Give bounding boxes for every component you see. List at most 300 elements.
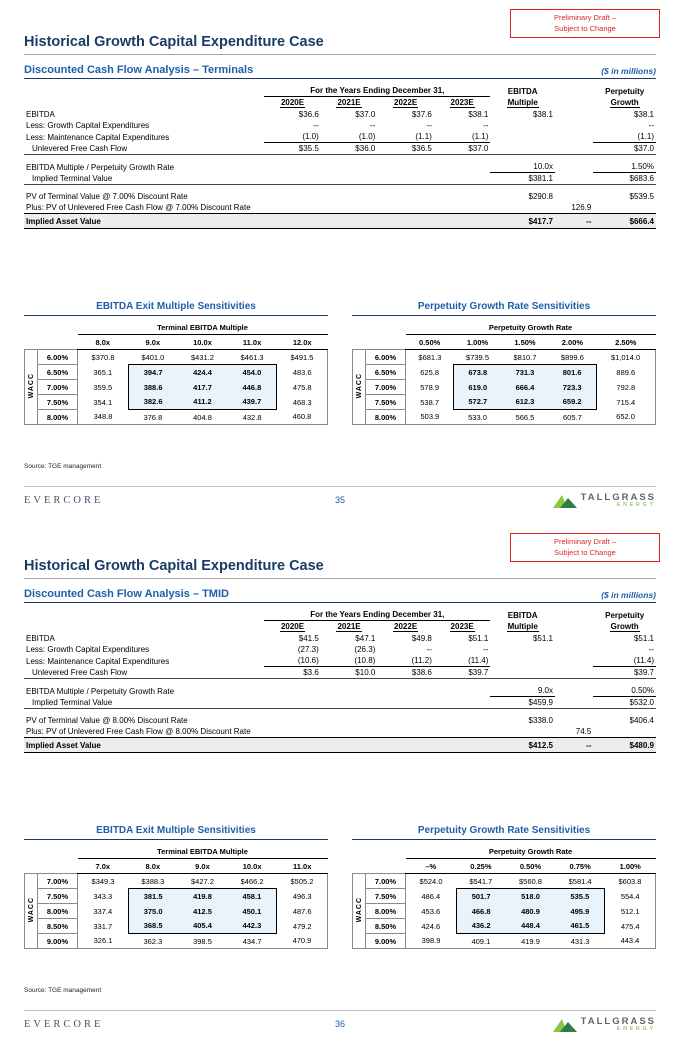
sens-cell: 723.3 [549, 380, 596, 395]
sens-block-exit-multiple [24, 825, 328, 949]
dcf-cell: (1.1) [593, 131, 656, 143]
dcf-cell [434, 214, 491, 229]
year-header: 2022E [394, 622, 418, 631]
dcf-cell: (26.3) [354, 645, 376, 654]
dcf-cell [321, 214, 378, 229]
sens-group-header: Terminal EBITDA Multiple [78, 320, 328, 335]
sens-cell: 398.9 [406, 934, 457, 949]
dcf-cell [377, 726, 434, 738]
dcf-cell [490, 120, 555, 131]
sens-cell: 394.7 [128, 365, 178, 380]
sens-cell: $524.0 [419, 876, 443, 886]
dcf-cell: $37.0 [434, 143, 491, 155]
dcf-cell [377, 173, 434, 185]
dcf-cell: 126.9 [571, 203, 592, 212]
sens-cell: 533.0 [454, 410, 501, 425]
dcf-cell [321, 709, 378, 727]
sens-row [353, 365, 656, 380]
sens-cell: 343.3 [93, 891, 113, 901]
draft-notice [510, 533, 660, 562]
sens-table-exit-multiple [24, 320, 328, 425]
draft-notice-line1: Preliminary Draft – [553, 13, 617, 22]
dcf-cell [490, 131, 555, 143]
dcf-cell: $51.1 [532, 634, 553, 643]
sens-cell: 424.4 [178, 365, 228, 380]
sens-cell: 652.0 [596, 410, 655, 425]
dcf-cell [555, 709, 593, 727]
sens-cell: 792.8 [596, 380, 655, 395]
dcf-row-label: Implied Asset Value [24, 738, 264, 753]
sens-cell: 461.5 [555, 919, 605, 934]
dcf-cell [264, 202, 321, 214]
section-header [24, 588, 656, 603]
wacc-axis-label: WACC [25, 350, 38, 425]
dcf-cell: $3.6 [264, 667, 321, 679]
sens-col-header: 8.0x [78, 335, 129, 350]
tallgrass-energy-sub: ENERGY [616, 1026, 656, 1032]
dcf-row-label: Less: Growth Capital Expenditures [26, 645, 150, 654]
dcf-row [24, 109, 656, 120]
dcf-cell [555, 131, 593, 143]
dcf-cell [434, 738, 491, 753]
sens-col-row [25, 859, 328, 874]
sens-cell: 405.4 [178, 919, 228, 934]
dcf-cell: (10.8) [321, 655, 378, 667]
dcf-cell: -- [555, 738, 593, 753]
dcf-cell [490, 202, 555, 214]
sens-cell: $581.4 [568, 876, 592, 886]
sens-cell: 475.8 [277, 380, 328, 395]
sens-cell: $461.3 [240, 352, 264, 362]
dcf-cell: 0.50% [593, 679, 656, 697]
sens-col-header: 0.25% [456, 859, 506, 874]
sens-cell: 475.4 [605, 919, 656, 934]
sens-row-header: 7.00% [366, 380, 406, 395]
dcf-cell [555, 155, 593, 173]
dcf-row-label: EBITDA [26, 110, 55, 119]
dcf-row [24, 667, 656, 679]
sens-row-header: 7.50% [38, 889, 78, 904]
dcf-cell [264, 155, 321, 173]
sens-cell: 417.7 [178, 380, 228, 395]
perpetuity-header-line1: Perpetuity [605, 610, 645, 620]
sens-cell: $603.8 [605, 874, 656, 889]
dcf-cell [321, 726, 378, 738]
dcf-row-label: Implied Terminal Value [24, 173, 264, 185]
dcf-row-label: Unlevered Free Cash Flow [24, 667, 264, 679]
sens-cell: 326.1 [78, 934, 129, 949]
sens-row [25, 410, 328, 425]
sens-cell: $899.6 [560, 352, 584, 362]
sens-cell: 388.6 [128, 380, 178, 395]
sens-row [25, 874, 328, 889]
sens-cell: 554.4 [605, 889, 656, 904]
page-footer [24, 486, 656, 509]
sens-row-header: 6.00% [366, 350, 406, 365]
dcf-cell [264, 173, 321, 185]
dcf-cell: (1.1) [434, 131, 491, 143]
dcf-cell: $49.8 [411, 634, 432, 643]
multiple-header-line2: Multiple [507, 622, 538, 631]
sens-group-row [353, 320, 656, 335]
sens-cell: $681.3 [418, 352, 442, 362]
dcf-cell: $51.1 [468, 634, 489, 643]
sens-cell: $466.2 [240, 876, 264, 886]
tallgrass-logo [552, 493, 656, 509]
dcf-cell: -- [648, 645, 654, 654]
sens-block-perp-growth [352, 825, 656, 949]
sensitivities-section [24, 825, 656, 949]
units-note: ($ in millions) [601, 590, 656, 600]
sens-cell: 518.0 [506, 889, 556, 904]
sens-cell: 538.7 [420, 397, 440, 407]
sens-cell: 659.2 [549, 395, 596, 410]
dcf-row [24, 679, 656, 697]
sens-row-header: 8.50% [366, 919, 406, 934]
sens-cell: 337.4 [93, 906, 113, 916]
dcf-cell: 74.5 [575, 727, 592, 736]
sens-cell: 434.7 [227, 934, 277, 949]
sens-col-header: 11.0x [277, 859, 328, 874]
dcf-row [24, 697, 656, 709]
perpetuity-header-line2: Growth [610, 98, 639, 107]
sens-cell: 368.5 [128, 919, 178, 934]
sens-row-header: 8.00% [366, 410, 406, 425]
units-note: ($ in millions) [601, 66, 656, 76]
sens-cell: $541.7 [469, 876, 493, 886]
dcf-cell [555, 655, 593, 667]
sens-col-header: 1.50% [501, 335, 548, 350]
tallgrass-logo [552, 1017, 656, 1033]
sens-group-header: Terminal EBITDA Multiple [78, 844, 328, 859]
dcf-cell: $36.0 [321, 143, 378, 155]
sens-cell: 432.8 [227, 410, 277, 425]
sens-cell: 446.8 [227, 380, 277, 395]
dcf-cell: -- [426, 645, 432, 654]
multiple-header-line1: EBITDA [507, 86, 538, 96]
dcf-row-label: Plus: PV of Unlevered Free Cash Flow @ 8.00% Discount Rate [26, 727, 251, 736]
sens-row-header: 7.50% [366, 889, 406, 904]
dcf-row [24, 173, 656, 185]
sens-cell: 512.1 [605, 904, 656, 919]
years-span-header: For the Years Ending December 31, [264, 85, 490, 97]
dcf-cell: $38.1 [532, 110, 553, 119]
dcf-cell [593, 726, 656, 738]
sens-col-header: 0.75% [555, 859, 605, 874]
dcf-row-label: Less: Maintenance Capital Expenditures [26, 656, 170, 666]
dcf-cell: (11.4) [593, 655, 656, 667]
sens-cell: 503.9 [406, 410, 454, 425]
dcf-cell [264, 679, 321, 697]
sens-cell: 381.5 [128, 889, 178, 904]
sens-row-header: 7.00% [38, 380, 78, 395]
dcf-cell: $290.8 [528, 192, 553, 201]
dcf-row-label: Implied Terminal Value [24, 697, 264, 709]
dcf-cell [377, 155, 434, 173]
sens-cell: $739.5 [466, 352, 489, 362]
dcf-cell: $35.5 [264, 143, 321, 155]
sens-title-exit-multiple: EBITDA Exit Multiple Sensitivities [24, 825, 328, 840]
sens-row-header: 8.00% [38, 904, 78, 919]
dcf-cell [555, 143, 593, 155]
dcf-row [24, 131, 656, 143]
sens-cell: 436.2 [456, 919, 506, 934]
dcf-cell [434, 155, 491, 173]
sens-row-header: 8.00% [366, 904, 406, 919]
dcf-cell [321, 679, 378, 697]
sens-cell: 442.3 [227, 919, 277, 934]
sens-cell: 409.1 [456, 934, 506, 949]
year-header: 2022E [394, 98, 418, 107]
sens-col-header: 10.0x [227, 859, 277, 874]
dcf-row-label: Less: Growth Capital Expenditures [26, 121, 150, 130]
tallgrass-mountain-icon [552, 1017, 578, 1032]
dcf-cell: $666.4 [593, 214, 656, 229]
sens-cell: $1,014.0 [596, 350, 655, 365]
dcf-cell [377, 214, 434, 229]
years-span-header: For the Years Ending December 31, [264, 609, 490, 621]
sens-cell: 375.0 [128, 904, 178, 919]
dcf-cell [490, 667, 555, 679]
sens-cell: 535.5 [555, 889, 605, 904]
sens-cell: 412.5 [178, 904, 228, 919]
sens-block-perp-growth [352, 301, 656, 425]
dcf-cell [377, 185, 434, 203]
sens-cell: 578.9 [420, 382, 440, 392]
dcf-row-label: EBITDA Multiple / Perpetuity Growth Rate [26, 686, 175, 696]
page-number: 35 [334, 494, 345, 505]
page-2 [0, 524, 680, 1048]
dcf-row [24, 143, 656, 155]
sens-cell: 487.6 [277, 904, 328, 919]
dcf-row [24, 120, 656, 131]
dcf-cell: $36.5 [377, 143, 434, 155]
dcf-row [24, 214, 656, 229]
dcf-cell: (10.6) [264, 655, 321, 667]
wacc-axis-label: WACC [25, 874, 38, 949]
year-header: 2021E [337, 98, 361, 107]
dcf-row [24, 709, 656, 727]
dcf-cell: $36.6 [298, 110, 319, 119]
sens-col-header: –% [406, 859, 457, 874]
dcf-cell [264, 214, 321, 229]
dcf-cell: $38.1 [468, 110, 489, 119]
sens-cell: 496.3 [277, 889, 328, 904]
dcf-cell: $381.1 [490, 173, 555, 185]
sens-col-header: 0.50% [506, 859, 556, 874]
sens-row [25, 350, 328, 365]
sens-cell: 450.1 [227, 904, 277, 919]
perpetuity-header-line1: Perpetuity [605, 86, 645, 96]
multiple-header-line1: EBITDA [507, 610, 538, 620]
sens-row [353, 904, 656, 919]
sens-col-header: 11.0x [227, 335, 277, 350]
dcf-cell [377, 697, 434, 709]
dcf-cell [555, 120, 593, 131]
sens-cell: 439.7 [227, 395, 277, 410]
sens-cell: 376.8 [128, 410, 178, 425]
sens-cell: 673.8 [454, 365, 501, 380]
dcf-cell: -- [426, 121, 432, 130]
sens-cell: $401.0 [141, 352, 165, 362]
dcf-cell [321, 173, 378, 185]
dcf-row-label: PV of Terminal Value @ 8.00% Discount Rate [26, 716, 188, 725]
sens-row [25, 904, 328, 919]
sens-row [353, 934, 656, 949]
sens-cell: 731.3 [501, 365, 548, 380]
sens-cell: 448.4 [506, 919, 556, 934]
dcf-cell: $37.0 [593, 143, 656, 155]
sens-cell: 348.8 [78, 410, 129, 425]
sens-cell: 331.7 [93, 921, 113, 931]
dcf-row [24, 726, 656, 738]
sens-cell: 365.1 [93, 367, 113, 377]
dcf-cell [321, 202, 378, 214]
dcf-row [24, 655, 656, 667]
sens-cell: $370.8 [91, 352, 115, 362]
dcf-cell: 1.50% [593, 155, 656, 173]
dcf-table [24, 609, 656, 753]
dcf-cell: (27.3) [297, 645, 319, 654]
draft-notice-line2: Subject to Change [554, 23, 616, 33]
sens-title-perp-growth: Perpetuity Growth Rate Sensitivities [352, 301, 656, 316]
year-header: 2023E [450, 98, 474, 107]
sens-row-header: 7.50% [366, 395, 406, 410]
section-title: Discounted Cash Flow Analysis – Terminals [24, 64, 254, 76]
dcf-cell [377, 202, 434, 214]
sens-cell: $810.7 [513, 352, 537, 362]
sens-cell: 419.8 [178, 889, 228, 904]
sens-cell: 468.3 [277, 395, 328, 410]
dcf-cell [264, 726, 321, 738]
dcf-cell [377, 679, 434, 697]
dcf-cell: $532.0 [593, 697, 656, 709]
evercore-logo: EVERCORE [24, 1018, 104, 1030]
dcf-cell: (11.4) [434, 655, 491, 667]
sens-row [25, 889, 328, 904]
dcf-row-label: PV of Terminal Value @ 7.00% Discount Rate [26, 192, 188, 201]
dcf-cell: $417.7 [490, 214, 555, 229]
sens-col-row [25, 335, 328, 350]
sens-cell: 801.6 [549, 365, 596, 380]
dcf-cell: $459.9 [490, 697, 555, 709]
dcf-row [24, 633, 656, 644]
dcf-cell [321, 738, 378, 753]
sens-cell: 889.6 [596, 365, 655, 380]
sens-cell: 359.5 [93, 382, 113, 392]
dcf-cell: -- [483, 121, 489, 130]
dcf-cell [593, 202, 656, 214]
sens-table-perp-growth [352, 320, 656, 425]
dcf-row [24, 155, 656, 173]
sens-title-perp-growth: Perpetuity Growth Rate Sensitivities [352, 825, 656, 840]
sens-cell: 666.4 [501, 380, 548, 395]
sens-row-header: 9.00% [38, 934, 78, 949]
tallgrass-name: TALLGRASS [580, 491, 656, 503]
dcf-cell [434, 726, 491, 738]
dcf-cell: -- [648, 121, 654, 130]
tallgrass-mountain-icon [552, 493, 578, 508]
dcf-cell: -- [370, 121, 376, 130]
sens-cell: 453.6 [421, 906, 441, 916]
dcf-cell: $39.7 [434, 667, 491, 679]
sens-cell: 625.8 [420, 367, 440, 377]
sens-row-header: 9.00% [366, 934, 406, 949]
sens-row [25, 395, 328, 410]
dcf-cell: $406.4 [629, 716, 654, 725]
sens-row-header: 6.00% [38, 350, 78, 365]
dcf-cell [321, 185, 378, 203]
dcf-cell: (1.0) [321, 131, 378, 143]
dcf-cell: (1.0) [264, 131, 321, 143]
sens-col-header: 10.0x [178, 335, 228, 350]
dcf-cell: -- [555, 214, 593, 229]
source-note: Source: TGE management [24, 987, 102, 994]
sens-cell: 483.6 [277, 365, 328, 380]
dcf-cell [555, 644, 593, 655]
sens-cell: 612.3 [501, 395, 548, 410]
dcf-cell [555, 679, 593, 697]
sens-col-header: 9.0x [178, 859, 228, 874]
sensitivities-section [24, 301, 656, 425]
sens-col-header: 1.00% [605, 859, 656, 874]
sens-row [25, 380, 328, 395]
sens-row-header: 8.50% [38, 919, 78, 934]
sens-title-exit-multiple: EBITDA Exit Multiple Sensitivities [24, 301, 328, 316]
dcf-cell [555, 109, 593, 120]
sens-group-header: Perpetuity Growth Rate [406, 844, 656, 859]
dcf-cell: $683.6 [593, 173, 656, 185]
sens-col-header: 2.50% [596, 335, 655, 350]
sens-row-header: 7.50% [38, 395, 78, 410]
sens-cell: 460.8 [277, 410, 328, 425]
dcf-cell: 10.0x [490, 155, 555, 173]
year-header: 2021E [337, 622, 361, 631]
sens-block-exit-multiple [24, 301, 328, 425]
sens-cell: 605.7 [549, 410, 596, 425]
sens-row [25, 365, 328, 380]
year-header: 2023E [450, 622, 474, 631]
sens-row [353, 380, 656, 395]
dcf-cell [434, 173, 491, 185]
dcf-cell [490, 655, 555, 667]
dcf-cell: (11.2) [377, 655, 434, 667]
dcf-cell [490, 726, 555, 738]
page-title: Historical Growth Capital Expenditure Case [24, 34, 656, 55]
dcf-cell [555, 173, 593, 185]
sens-cell: 480.9 [506, 904, 556, 919]
tallgrass-energy-sub: ENERGY [616, 502, 656, 508]
sens-col-header: 1.00% [454, 335, 501, 350]
dcf-table [24, 85, 656, 229]
sens-cell: 454.0 [227, 365, 277, 380]
tallgrass-name: TALLGRASS [580, 1015, 656, 1027]
dcf-cell [434, 709, 491, 727]
dcf-cell: -- [483, 645, 489, 654]
sens-col-header: 0.50% [406, 335, 454, 350]
sens-table-exit-multiple [24, 844, 328, 949]
sens-cell: 382.6 [128, 395, 178, 410]
sens-cell: $349.3 [91, 876, 115, 886]
dcf-cell: $38.6 [377, 667, 434, 679]
sens-cell: $388.3 [141, 876, 165, 886]
dcf-row [24, 185, 656, 203]
draft-notice [510, 9, 660, 38]
sens-col-row [353, 859, 656, 874]
sens-row-header: 6.50% [366, 365, 406, 380]
dcf-cell [321, 697, 378, 709]
dcf-cell [264, 697, 321, 709]
